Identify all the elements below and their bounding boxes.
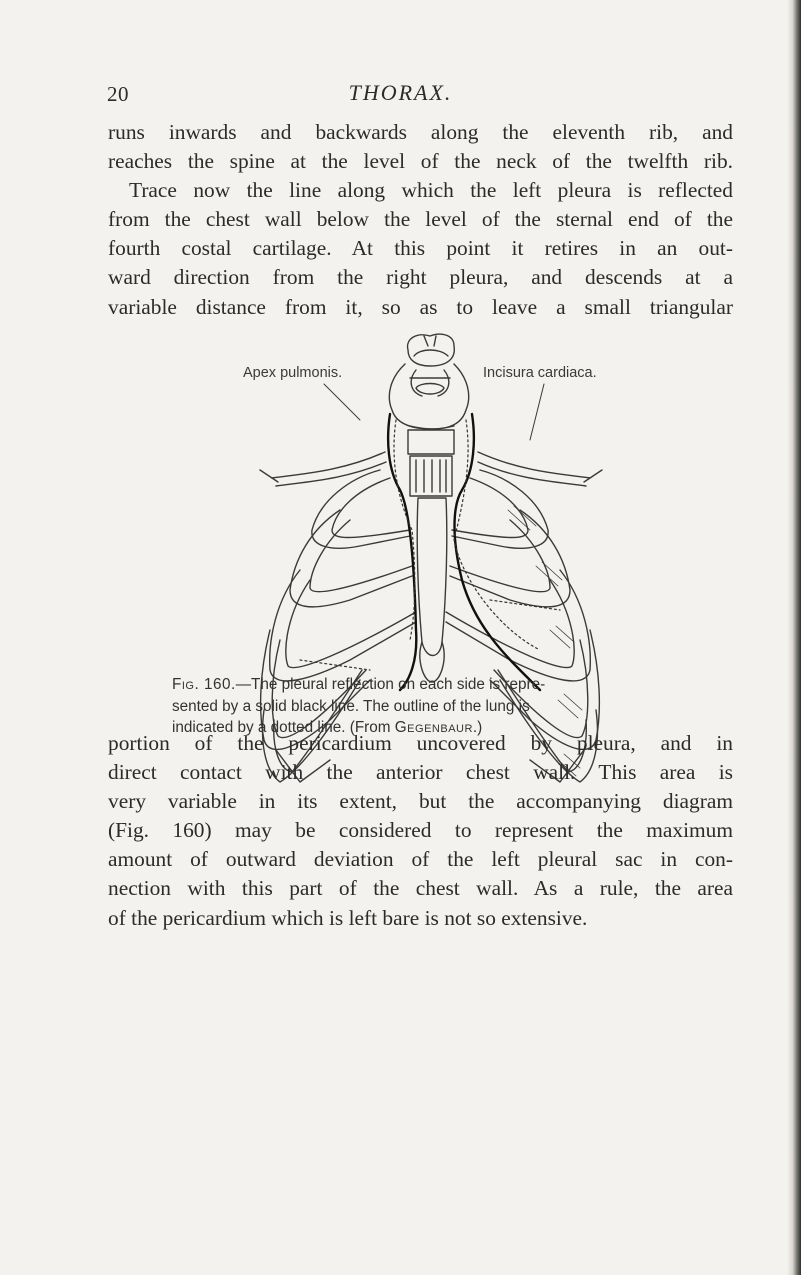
text-line: ward direction from the right pleura, and descends at a [108, 265, 733, 290]
text-line: amount of outward deviation of the left pleural sac in con- [108, 847, 733, 872]
text-line: reaches the spine at the level of the neck of the twelfth rib. [108, 149, 733, 174]
caption-line-1 [172, 674, 692, 696]
page-edge-shadow [787, 0, 801, 1275]
first-rib-right [389, 364, 454, 429]
clavicles [260, 452, 602, 486]
page-number: 20 [107, 82, 129, 106]
text-line: runs inwards and backwards along the eleventh rib, and [108, 120, 733, 144]
sternum [408, 430, 454, 682]
text-line: direct contact with the anterior chest wall. This area is [108, 760, 733, 785]
running-title: THORAX. [348, 80, 453, 105]
leader-lines [324, 384, 544, 440]
lung-outline-dotted [300, 420, 560, 670]
paragraph-bottom [108, 729, 733, 933]
text-line: of the pericardium which is left bare is not so extensive. [108, 905, 588, 930]
text-line: fourth costal cartilage. At this point it retires in an out- [108, 236, 733, 261]
text-line: very variable in its extent, but the accompanying diagram [108, 789, 733, 814]
text-line: nection with this part of the chest wall. As a rule, the area [108, 876, 733, 901]
caption-text-3b: .) [472, 719, 483, 736]
text-line: variable distance from it, so as to leave a small triangular [108, 294, 733, 319]
paragraph-top [108, 118, 733, 322]
caption-text-3a: indicated by a dotted line. (From [172, 719, 395, 736]
label-apex-pulmonis: Apex pulmonis. [243, 365, 343, 381]
first-rib-left [410, 364, 469, 429]
text-line: Trace now the line along which the left pleura is reflected [129, 178, 733, 203]
caption-text-1: —The pleural reflection on each side is repre- [235, 676, 546, 693]
text-line: portion of the pericardium uncovered by pleura, and in [108, 731, 733, 755]
vertebra-top [408, 334, 455, 366]
text-line: (Fig. 160) may be considered to represent the maximum [108, 818, 733, 843]
caption-author: Gegenbaur [394, 719, 473, 736]
text-line: from the chest wall below the level of the sternal end of the [108, 207, 733, 232]
caption-line-2: sented by a solid black line. The outline of the lung is [172, 697, 530, 715]
label-incisura-cardiaca: Incisura cardiaca. [483, 365, 597, 381]
figure-reference: Fig. 160. [172, 676, 236, 693]
